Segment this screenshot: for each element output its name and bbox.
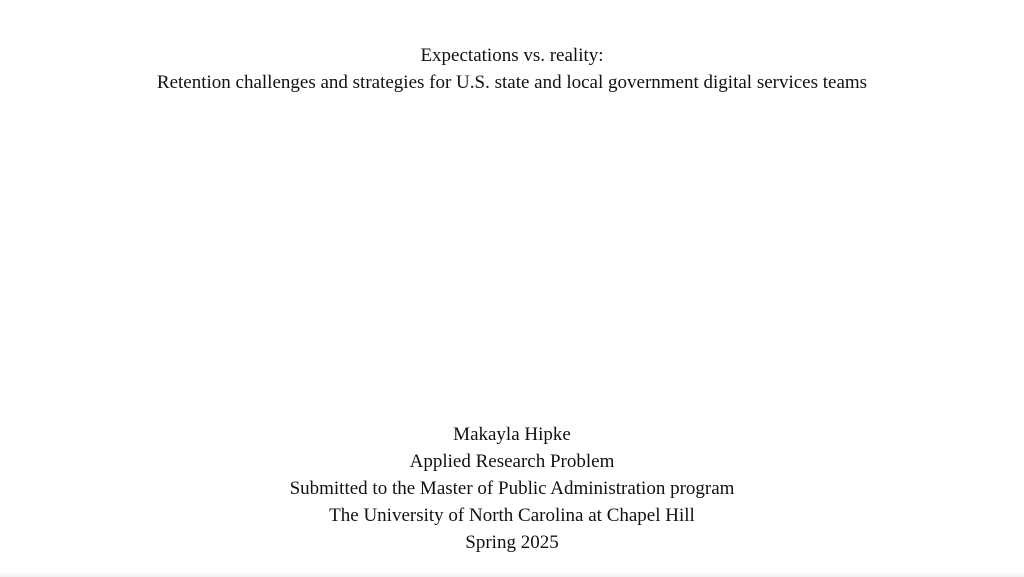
submission-statement: Submitted to the Master of Public Administration program [289, 478, 735, 499]
author-name: Makayla Hipke [453, 424, 571, 445]
title-line-2: Retention challenges and strategies for U.S. state and local government digital services teams [156, 72, 868, 93]
institution-name: The University of North Carolina at Chapel Hill [329, 505, 695, 526]
author-block [0, 421, 1024, 556]
title-block [0, 42, 1024, 96]
term: Spring 2025 [465, 532, 559, 553]
document-type: Applied Research Problem [409, 451, 615, 472]
title-line-1: Expectations vs. reality: [420, 45, 604, 66]
page-bottom-edge [0, 571, 1024, 577]
